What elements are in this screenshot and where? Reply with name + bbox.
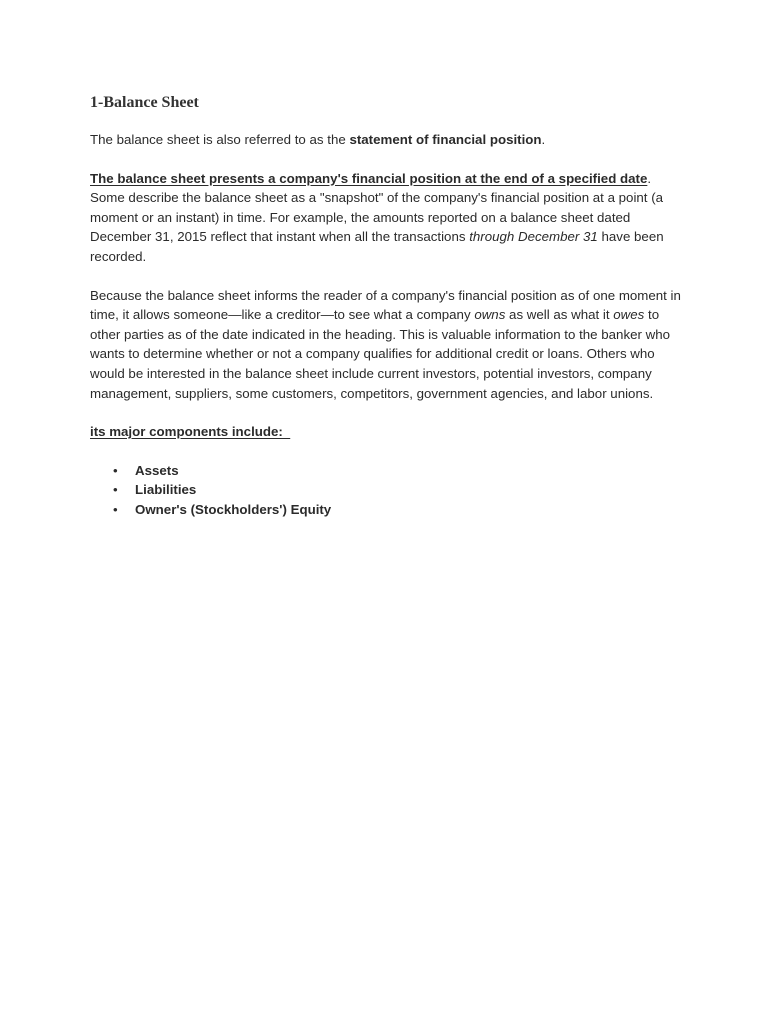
definition-bold-term: statement of financial position	[349, 132, 542, 147]
components-list	[90, 461, 690, 520]
bullet-icon: •	[113, 462, 118, 478]
snapshot-text-end: have been recorded.	[90, 229, 664, 264]
document-title: 1-Balance Sheet	[90, 94, 199, 111]
paragraph-definition	[90, 130, 690, 150]
snapshot-italic: through December 31	[469, 229, 598, 245]
list-item	[90, 480, 690, 500]
component-assets: Assets	[135, 462, 179, 478]
list-item	[90, 500, 690, 520]
readers-text-1: Because the balance sheet informs the reader of a company's financial position as of one moment in time, it allows someone—like a creditor—to see what a company	[90, 287, 681, 323]
component-liabilities: Liabilities	[135, 482, 197, 498]
components-heading-text: its major components include:	[90, 424, 291, 440]
readers-text-2: as well as what it	[505, 307, 614, 323]
document-page	[90, 92, 690, 519]
definition-text: The balance sheet is also referred to as the	[90, 132, 350, 147]
readers-italic-owns: owns	[474, 307, 506, 323]
bullet-icon: •	[113, 482, 118, 498]
paragraph-snapshot	[90, 169, 690, 267]
list-item	[90, 461, 690, 481]
bullet-icon: •	[113, 501, 118, 517]
paragraph-readers	[90, 286, 690, 404]
underlined-period: .	[647, 170, 652, 186]
snapshot-text: Some describe the balance sheet as a "snapshot" of the company's financial position at a point (a moment or an instant) in time. For example, the amounts reported on a balance sheet dated December 31, 2015 reflect that instant when all the transactions	[90, 190, 664, 245]
definition-period: .	[541, 132, 546, 147]
components-heading	[90, 422, 690, 442]
component-equity: Owner's (Stockholders') Equity	[135, 501, 332, 517]
readers-italic-owes: owes	[613, 307, 645, 323]
underlined-statement: The balance sheet presents a company's financial position at the end of a specified date	[90, 170, 648, 186]
readers-text-3: to other parties as of the date indicated in the heading. This is valuable information to the banker who wants to determine whether or not a company qualifies for additional credit or loans. Others who would be interested in the balance sheet include current investors, potential investors, company management, suppliers, some customers, competitors, government agencies, and labor unions.	[90, 307, 671, 401]
